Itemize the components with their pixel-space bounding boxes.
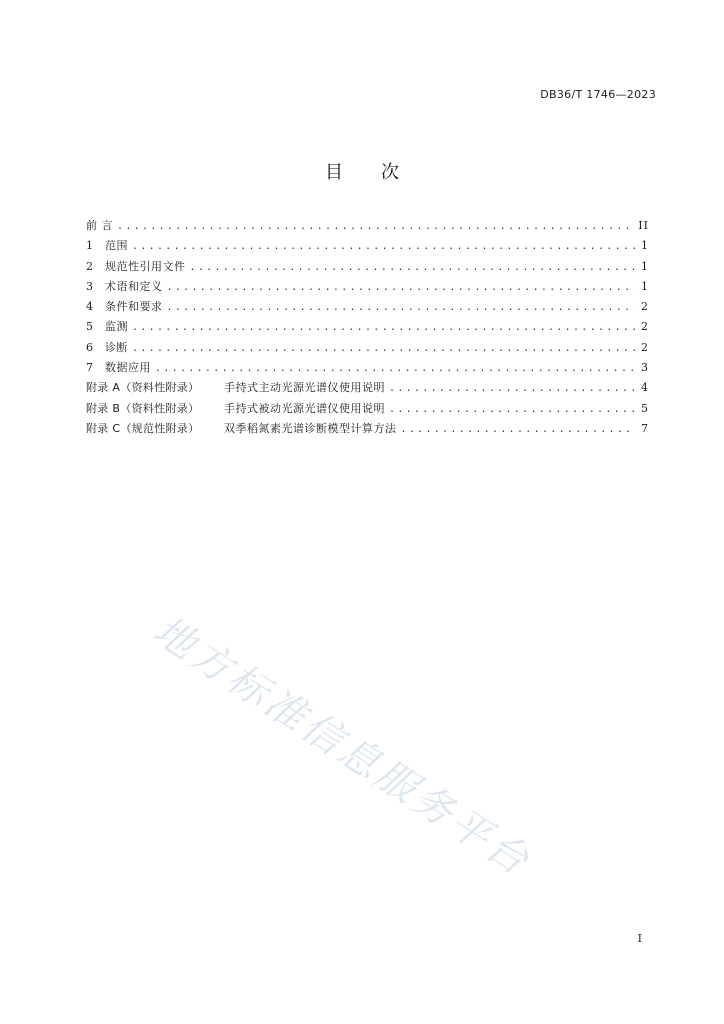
toc-entry-label: 规范性引用文件 — [105, 259, 186, 273]
toc-entry-annex-b[interactable] — [86, 399, 649, 419]
toc-entry-label: 手持式主动光源光谱仪使用说明 — [224, 381, 385, 395]
toc-entry-label: 监测 — [105, 320, 128, 334]
toc-entry-page: 1 — [641, 279, 649, 293]
toc-entry-page: 5 — [641, 401, 649, 415]
toc-entry-number: 3 — [86, 279, 93, 293]
toc-entry-label: 术语和定义 — [105, 279, 163, 293]
page-number: I — [637, 932, 642, 945]
toc-entry-page: 3 — [641, 361, 649, 375]
toc-leader-dots — [167, 298, 636, 318]
toc-entry-label: 双季稻氮素光谱诊断模型计算方法 — [224, 421, 397, 435]
watermark: 地方标准信息服务平台 — [145, 607, 540, 886]
toc-leader-dots — [155, 359, 635, 379]
toc-annex-label: 附录 B（资料性附录） — [86, 401, 200, 415]
toc-leader-dots — [167, 278, 636, 298]
toc-entry-conditions-requirements[interactable] — [86, 297, 649, 317]
toc-entry-data-application[interactable] — [86, 358, 649, 378]
title-char-2: 次 — [381, 162, 399, 183]
toc-entry-label: 诊断 — [105, 340, 128, 354]
toc-entry-terms-definitions[interactable] — [86, 277, 649, 297]
toc-entry-page: 1 — [641, 239, 649, 253]
toc-leader-dots — [190, 258, 636, 278]
toc-annex-label: 附录 C（规范性附录） — [86, 421, 200, 435]
toc-entry-number: 6 — [86, 340, 93, 354]
toc-entry-page: 2 — [641, 340, 649, 354]
toc-entry-page: 7 — [641, 421, 649, 435]
toc-entry-number: 7 — [86, 361, 93, 375]
document-code: DB36/T 1746—2023 — [540, 88, 656, 101]
toc-leader-dots — [117, 217, 634, 237]
table-of-contents — [86, 216, 649, 439]
toc-leader-dots — [389, 379, 635, 399]
toc-entry-number: 2 — [86, 259, 93, 273]
page-title — [0, 158, 724, 184]
toc-entry-page: 2 — [641, 320, 649, 334]
toc-entry-number: 1 — [86, 239, 93, 253]
toc-entry-diagnosis[interactable] — [86, 338, 649, 358]
toc-entry-label: 数据应用 — [105, 361, 151, 375]
toc-leader-dots — [132, 318, 635, 338]
toc-entry-annex-c[interactable] — [86, 419, 649, 439]
toc-leader-dots — [132, 339, 635, 359]
toc-annex-label: 附录 A（资料性附录） — [86, 381, 200, 395]
toc-entry-scope[interactable] — [86, 236, 649, 256]
toc-entry-label: 范围 — [105, 239, 128, 253]
toc-entry-number: 4 — [86, 300, 93, 314]
toc-entry-page: II — [638, 219, 649, 232]
toc-entry-normative-references[interactable] — [86, 257, 649, 277]
toc-entry-annex-a[interactable] — [86, 378, 649, 398]
toc-entry-label: 前 言 — [86, 219, 113, 232]
toc-leader-dots — [132, 237, 635, 257]
toc-entry-label: 条件和要求 — [105, 300, 163, 314]
toc-leader-dots — [389, 400, 635, 420]
toc-entry-foreword[interactable] — [86, 216, 649, 236]
toc-leader-dots — [401, 420, 636, 440]
toc-entry-number: 5 — [86, 320, 93, 334]
toc-entry-monitoring[interactable] — [86, 317, 649, 337]
toc-entry-page: 1 — [641, 259, 649, 273]
toc-entry-page: 2 — [641, 300, 649, 314]
title-char-1: 目 — [325, 162, 343, 183]
toc-entry-page: 4 — [641, 381, 649, 395]
toc-entry-label: 手持式被动光源光谱仪使用说明 — [224, 401, 385, 415]
